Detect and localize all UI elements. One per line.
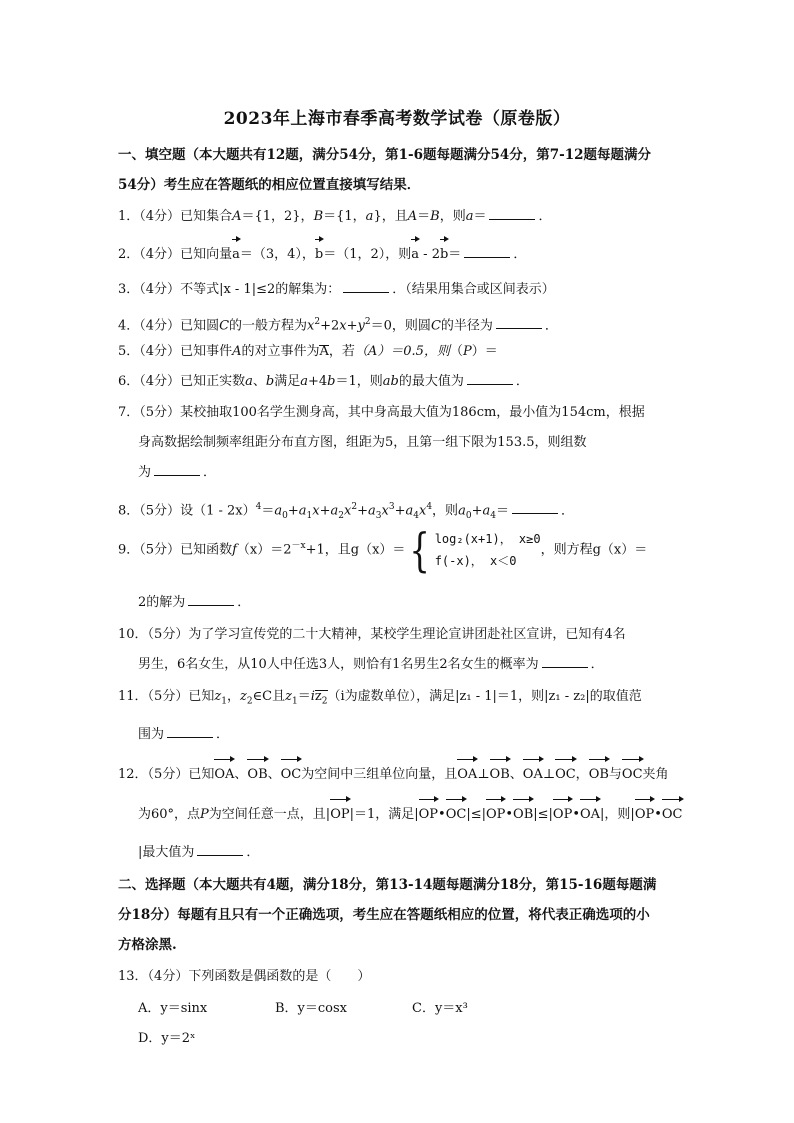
answer-blank[interactable] <box>154 463 200 476</box>
answer-blank[interactable] <box>464 245 510 258</box>
question-3: 3．（4分）不等式|x - 1|≤2的解集为： ．（结果用集合或区间表示） <box>118 282 555 297</box>
answer-blank[interactable] <box>188 593 234 606</box>
question-9: 9．（5分）已知函数$f(x)=2^{-x}+1$，且g（x）＝{ log₂(x+1)， x≥0 f(-x)， x＜0 ，则方程g（x）＝ <box>118 523 648 577</box>
question-9-continued: 2的解为 ． <box>138 595 251 610</box>
answer-blank[interactable] <box>197 843 243 856</box>
answer-blank[interactable] <box>343 280 389 293</box>
question-12: 12．（5分）已知OA、OB、OC为空间中三组单位向量，且OA⊥OB、OA⊥OC，OB与OC夹角 <box>118 760 678 790</box>
section-1-header: 一、填空题（本大题共有12题，满分54分，第1-6题每题满分54分，第7-12题每题满分 54分）考生应在答题纸的相应位置直接填写结果． <box>118 147 652 193</box>
page-title: 2023年上海市春季高考数学试卷（原卷版） <box>223 109 571 129</box>
question-2: 2．（4分）已知向量a＝（3，4），b＝（1，2），则a - 2b＝ ． <box>118 240 678 270</box>
question-7: 7．（5分）某校抽取100名学生测身高，其中身高最大值为186cm，最小值为154cm，根据 身高数据绘制频率组距分布直方图，组距为5，且第一组下限为153.5，则组数 为 ． <box>118 405 645 480</box>
answer-blank[interactable] <box>542 655 588 668</box>
answer-blank[interactable] <box>496 316 542 329</box>
question-13: 13．（4分）下列函数是偶函数的是（ ） <box>118 969 371 984</box>
question-11: 11．（5分）已知$z_1$，$z_2\in C$且$z_1=iz_2(i$为虚数单位），满足|z₁ - 1|＝1，则|z₁ - z₂|的取值范 <box>118 689 642 707</box>
answer-blank[interactable] <box>512 501 558 514</box>
option-a[interactable]: A．y＝sinx <box>138 1001 208 1016</box>
answer-blank[interactable] <box>489 207 535 220</box>
question-5: 5．（4分）已知事件A的对立事件为A，若（A）＝0.5，则（P）＝ <box>118 344 498 359</box>
piecewise-cases: log₂(x+1)， x≥0 f(-x)， x＜0 <box>434 532 541 568</box>
option-b[interactable]: B．y＝cosx <box>275 1001 348 1016</box>
answer-blank[interactable] <box>167 725 213 738</box>
question-10: 10．（5分）为了学习宣传党的二十大精神，某校学生理论宣讲团赴社区宣讲，已知有4名 男生，6名女生，从10人中任选3人，则恰有1名男生2名女生的概率为 ． <box>118 627 626 672</box>
question-12-line2: 为60°，点P为空间任意一点，且|OP|＝1，满足|OP•OC|≤|OP•OB|≤|OP•OA|，则|OP•OC <box>118 800 678 830</box>
question-11-continued: 围为 ． <box>138 727 230 742</box>
question-4: 4．（4分）已知圆C的一般方程为$x^2+2x+y^2=0$，则圆C的半径为 ． <box>118 317 558 334</box>
question-13-options <box>138 994 678 1054</box>
question-6: 6．（4分）已知正实数a、b满足a+4b＝1，则ab的最大值为 ． <box>118 374 529 389</box>
option-d[interactable]: D．y＝2ˣ <box>138 1031 196 1046</box>
question-8: 8．（5分）设$(1 - 2x)^4=a_0+a_1x+a_2x^2+a_3x^3+a_4x^4$，则$a_0+a_4=$ ． <box>118 502 574 521</box>
piecewise-brace: { <box>409 523 431 577</box>
option-c[interactable]: C．y＝x³ <box>412 1001 468 1016</box>
section-2-header: 二、选择题（本大题共有4题，满分18分，第13-14题每题满分18分，第15-16题每题满 分18分）每题有且只有一个正确选项，考生应在答题纸相应的位置，将代表正确选项的小 方格涂黑. <box>118 877 657 953</box>
question-12-line3: |最大值为 ． <box>138 845 260 860</box>
answer-blank[interactable] <box>467 372 513 385</box>
question-1: 1．（4分）已知集合A＝{1，2}，B＝{1，a}，且A＝B，则a＝ ． <box>118 209 552 224</box>
